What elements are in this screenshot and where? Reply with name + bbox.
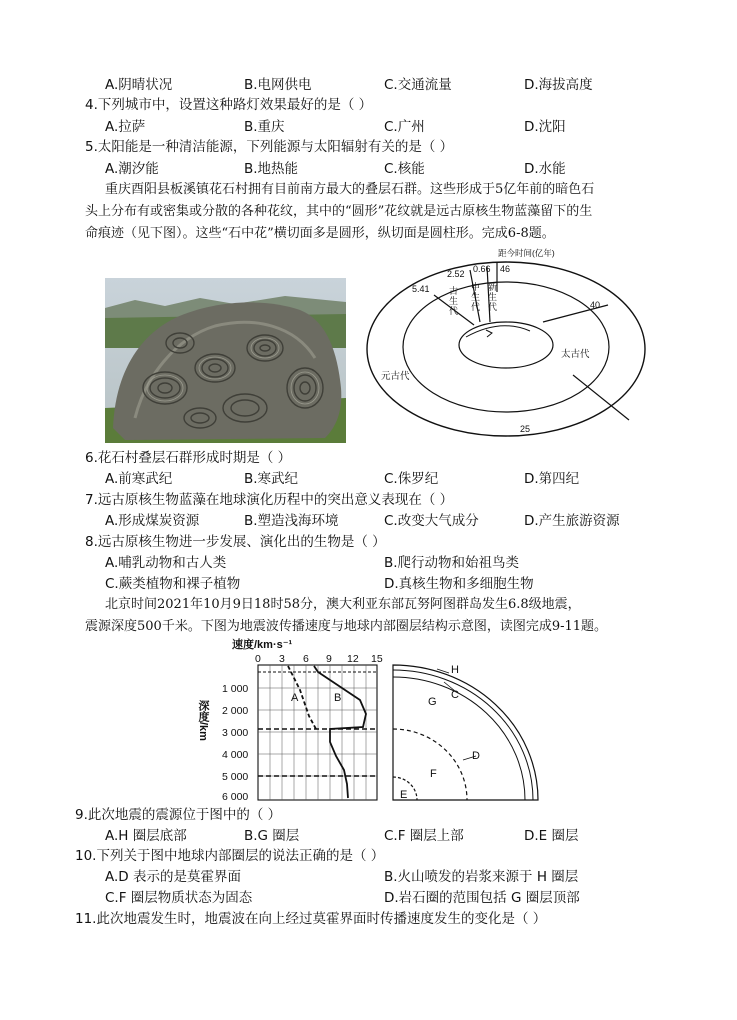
q6-option-d: D.第四纪 [524, 471, 580, 487]
passage1-line2: 头上分布有或密集或分散的各种花纹，其中的“圆形”花纹就是远古原核生物蓝藻留下的生 [85, 204, 593, 219]
q6-option-c: C.侏罗纪 [384, 471, 439, 487]
q7-option-d: D.产生旅游资源 [524, 513, 620, 529]
age-25: 25 [520, 424, 531, 434]
era-proterozoic: 元古代 [381, 371, 410, 382]
layer-label-e: E [400, 789, 408, 801]
cycle-arrow-head [486, 330, 492, 337]
q10-stem: 10.下列关于图中地球内部圈层的说法正确的是（ ） [75, 848, 385, 864]
q8-option-a: A.哺乳动物和古人类 [105, 555, 227, 571]
q6-stem: 6.花石村叠层石群形成时期是（ ） [85, 450, 292, 466]
q4-stem: 4.下列城市中，设置这种路灯效果最好的是（ ） [85, 97, 373, 113]
y-tick-6000: 6 000 [222, 791, 249, 803]
y-tick-4000: 4 000 [222, 749, 249, 761]
layer-label-c: C [451, 689, 459, 701]
era-cenozoic: 新生代 [487, 282, 497, 312]
age-40: 40 [590, 300, 601, 310]
y-tick-3000: 3 000 [222, 727, 249, 739]
q7-stem: 7.远古原核生物蓝藻在地球演化历程中的突出意义表现在（ ） [85, 492, 454, 508]
q10-option-c: C.F 圈层物质状态为固态 [105, 890, 253, 906]
q7-option-a: A.形成煤炭资源 [105, 513, 200, 529]
q7-option-b: B.塑造浅海环境 [244, 513, 339, 529]
layer-label-f: F [430, 768, 437, 780]
curve-label-b: B [334, 692, 342, 704]
q9-option-c: C.F 圈层上部 [384, 828, 464, 844]
q9-option-a: A.H 圈层底部 [105, 828, 187, 844]
graph-frame [258, 665, 377, 800]
y-tick-5000: 5 000 [222, 771, 249, 783]
era-mesozoic: 中生代 [470, 282, 480, 312]
q8-option-c: C.蕨类植物和裸子植物 [105, 576, 241, 592]
age-252: 2.52 [447, 269, 465, 279]
quarter-earth-moho [393, 677, 525, 800]
q10-option-a: A.D 表示的是莫霍界面 [105, 869, 241, 885]
y-axis-title: 深度/km [197, 700, 209, 741]
ring-chart-title: 距今时间(亿年) [498, 248, 555, 258]
q5-stem: 5.太阳能是一种清洁能源，下列能源与太阳辐射有关的是（ ） [85, 139, 454, 155]
stromatolite-photo [105, 278, 346, 443]
y-tick-2000: 2 000 [222, 705, 249, 717]
x-tick-0: 0 [255, 653, 261, 665]
outer-ring [367, 262, 645, 436]
q7-option-c: C.改变大气成分 [384, 513, 479, 529]
q10-option-b: B.火山喷发的岩浆来源于 H 圈层 [384, 869, 579, 885]
x-tick-15: 15 [371, 653, 383, 665]
q8-option-d: D.真核生物和多细胞生物 [384, 576, 534, 592]
q11-stem: 11.此次地震发生时，地震波在向上经过莫霍界面时传播速度发生的变化是（ ） [75, 911, 547, 927]
q3-option-b: B.电网供电 [244, 77, 312, 93]
q9-option-b: B.G 圈层 [244, 828, 300, 844]
passage2-line2: 震源深度500千米。下图为地震波传播速度与地球内部圈层结构示意图，读图完成9-11题。 [85, 619, 608, 634]
passage1-line3: 命痕迹（见下图）。这些“石中花”横切面多是圆形，纵切面是圆柱形。完成6-8题。 [85, 226, 555, 241]
q4-option-b: B.重庆 [244, 119, 285, 135]
q9-option-d: D.E 圈层 [524, 828, 579, 844]
q3-option-c: C.交通流量 [384, 77, 452, 93]
era-paleozoic: 古生代 [448, 286, 458, 316]
q5-option-a: A.潮汐能 [105, 161, 159, 177]
q8-option-b: B.爬行动物和始祖鸟类 [384, 555, 520, 571]
q5-option-d: D.水能 [524, 161, 566, 177]
q3-option-d: D.海拔高度 [524, 77, 593, 93]
age-066: 0.66 [473, 264, 491, 274]
graph-grid [258, 665, 377, 800]
age-541: 5.41 [412, 284, 430, 294]
quarter-earth-crust [393, 670, 533, 800]
passage2-line1: 北京时间2021年10月9日18时58分，澳大利亚东部瓦努阿图群岛发生6.8级地震， [105, 597, 581, 612]
era-archean: 太古代 [561, 349, 590, 360]
seismic-wave-diagram [190, 636, 550, 806]
q8-stem: 8.远古原核生物进一步发展、演化出的生物是（ ） [85, 534, 386, 550]
q5-option-b: B.地热能 [244, 161, 299, 177]
middle-ring [403, 282, 609, 412]
age-46: 46 [500, 264, 511, 274]
layer-label-g: G [428, 696, 437, 708]
q5-option-c: C.核能 [384, 161, 425, 177]
q10-option-d: D.岩石圈的范围包括 G 圈层顶部 [384, 890, 580, 906]
geologic-era-ring-chart [360, 240, 660, 440]
y-tick-1000: 1 000 [222, 683, 249, 695]
q4-option-d: D.沈阳 [524, 119, 566, 135]
q6-option-b: B.寒武纪 [244, 471, 299, 487]
passage1-line1: 重庆酉阳县板溪镇花石村拥有目前南方最大的叠层石群。这些形成于5亿年前的暗色石 [105, 182, 595, 197]
q3-option-a: A.阴晴状况 [105, 77, 173, 93]
x-tick-6: 6 [303, 653, 309, 665]
inner-ring [459, 322, 553, 368]
x-axis-title: 速度/km·s⁻¹ [232, 639, 293, 651]
curve-label-a: A [291, 692, 299, 704]
q4-option-a: A.拉萨 [105, 119, 146, 135]
x-tick-9: 9 [326, 653, 332, 665]
layer-label-h: H [451, 664, 459, 676]
x-tick-12: 12 [347, 653, 359, 665]
x-tick-3: 3 [279, 653, 285, 665]
layer-label-d: D [472, 750, 480, 762]
q4-option-c: C.广州 [384, 119, 425, 135]
q6-option-a: A.前寒武纪 [105, 471, 173, 487]
q9-stem: 9.此次地震的震源位于图中的（ ） [75, 807, 282, 823]
